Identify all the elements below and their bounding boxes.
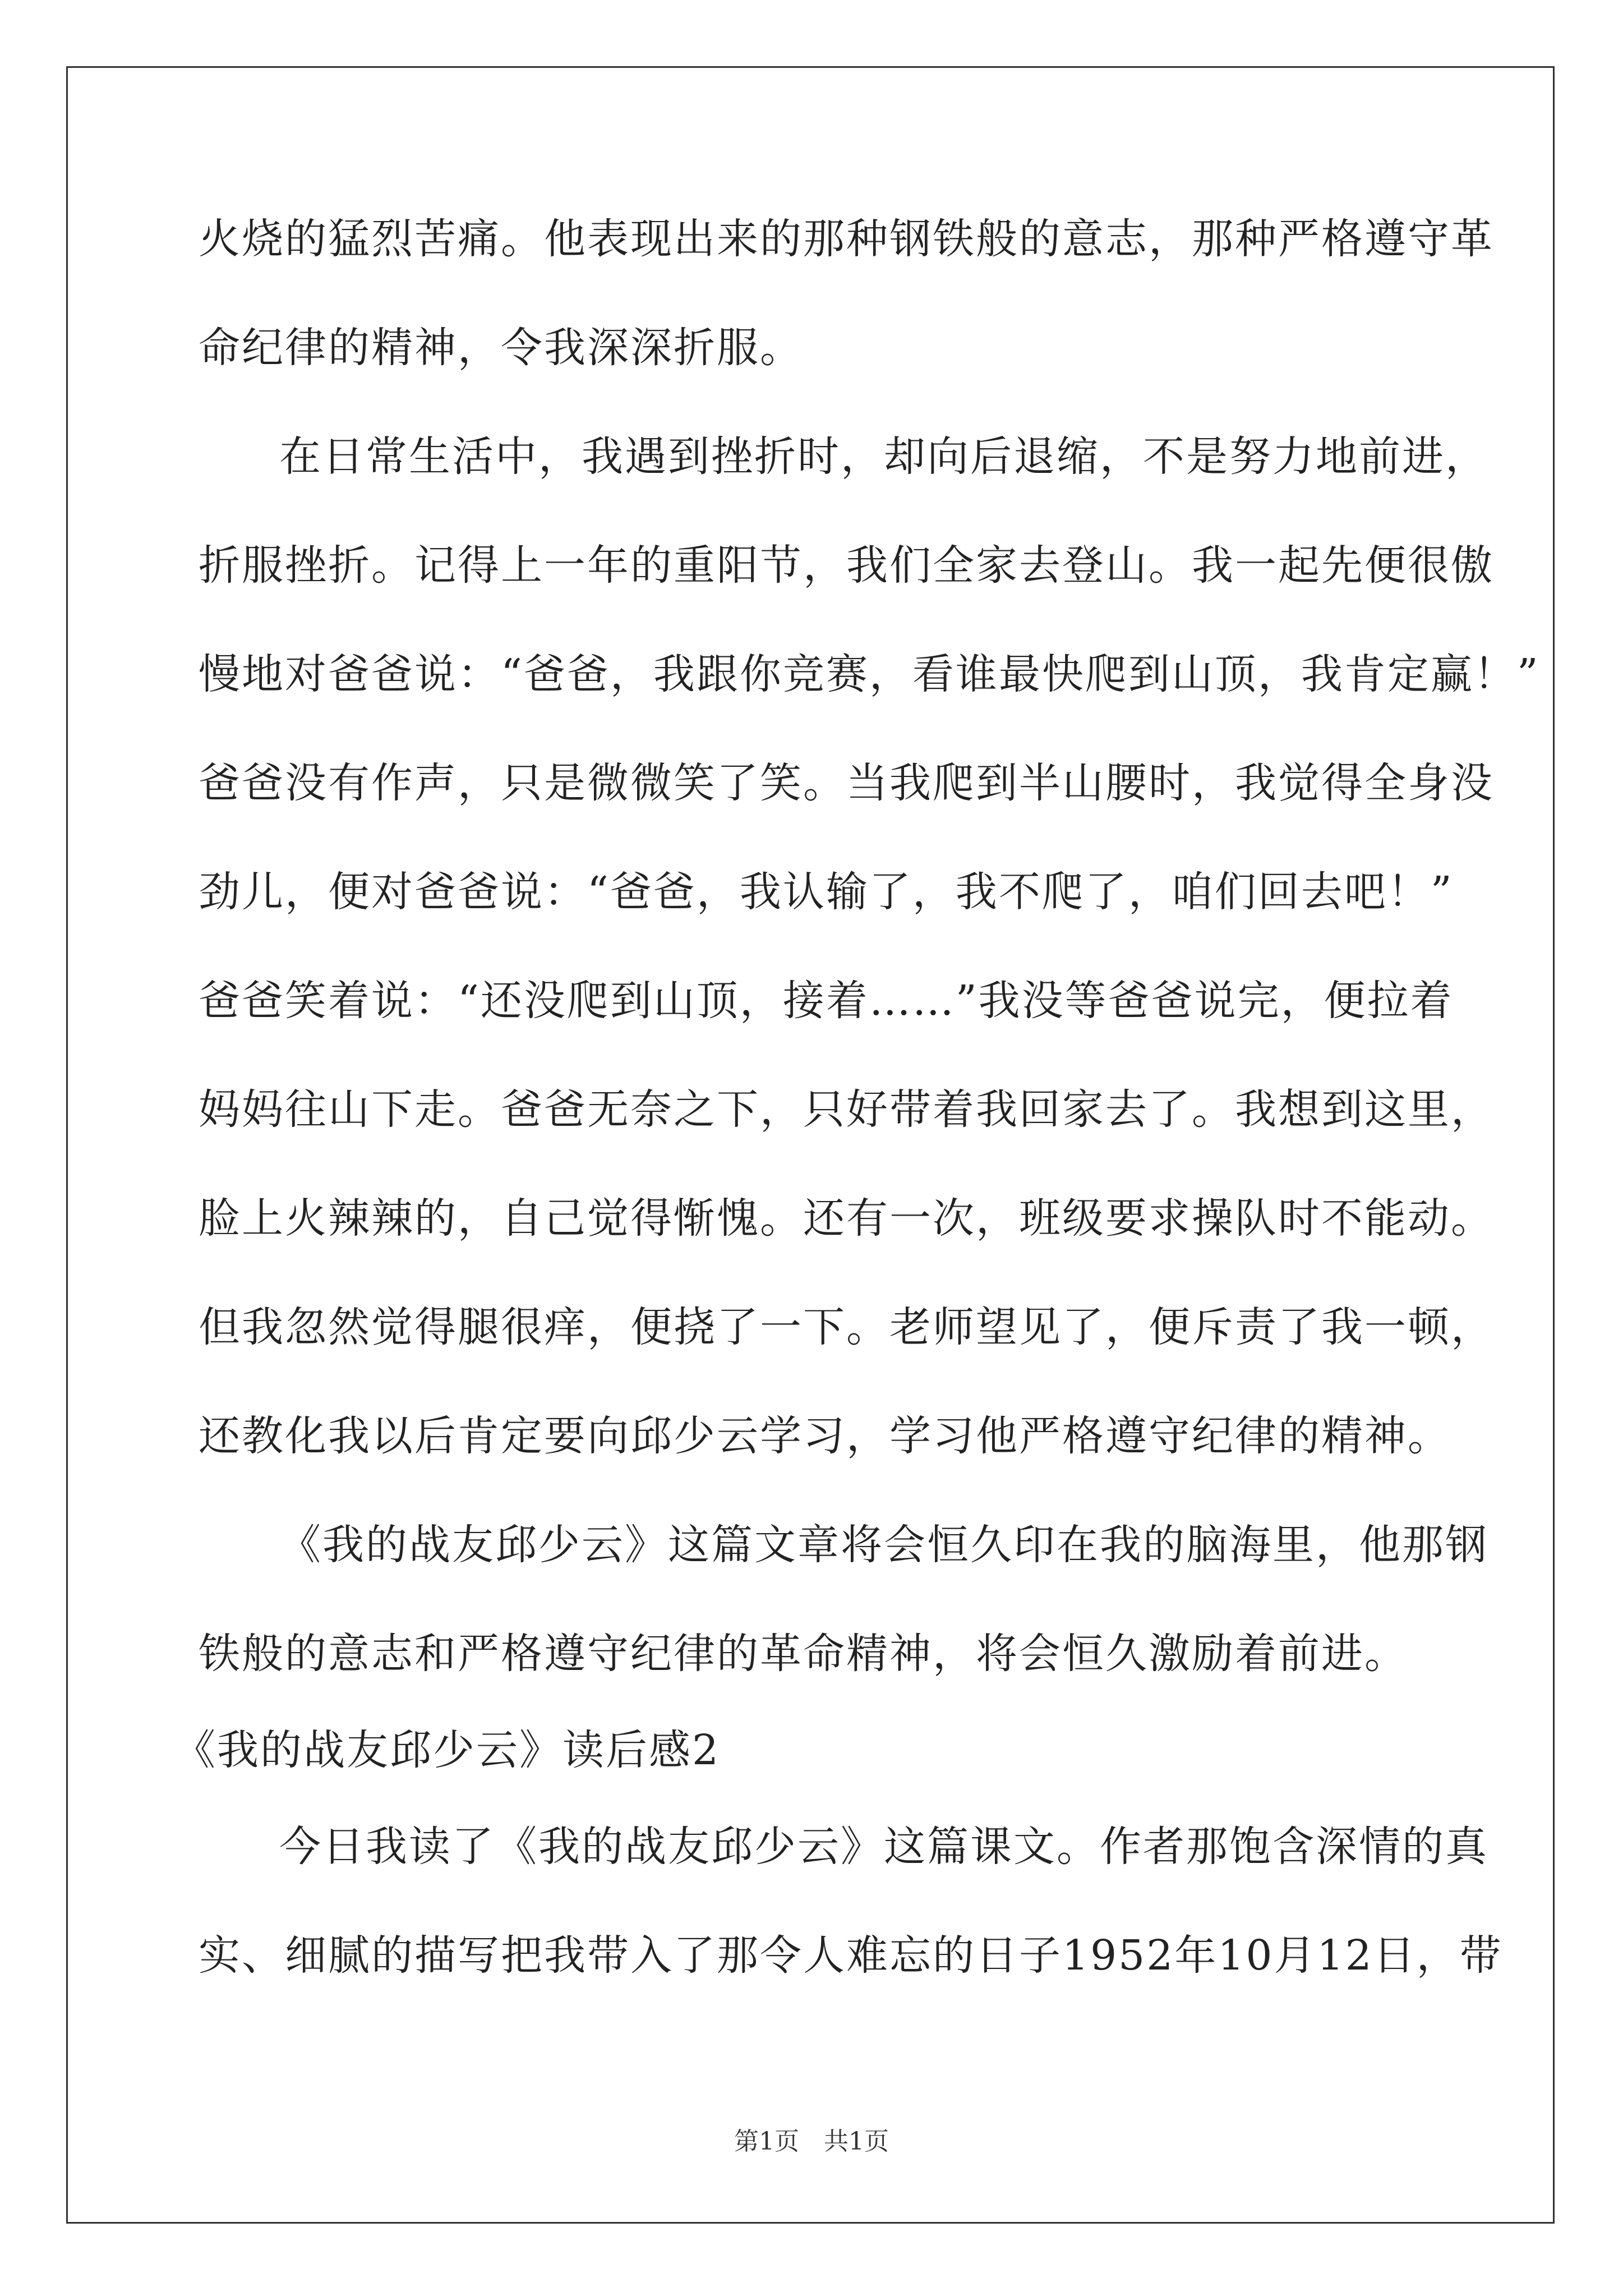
text-line: 爸爸没有作声，只是微微笑了笑。当我爬到半山腰时，我觉得全身没 — [199, 759, 1494, 807]
text-line: 爸爸笑着说：“还没爬到山顶，接着……”我没等爸爸说完，便拉着 — [199, 977, 1454, 1025]
page-footer: 第1页 共1页 — [734, 2127, 889, 2156]
text-line: 妈妈往山下走。爸爸无奈之下，只好带着我回家去了。我想到这里， — [199, 1085, 1494, 1134]
text-line: 火烧的猛烈苦痛。他表现出来的那种钢铁般的意志，那种严格遵守革 — [199, 215, 1494, 263]
text-line: 实、细腻的描写把我带入了那令人难忘的日子1952年10月12日，带 — [199, 1931, 1503, 1980]
text-line: 铁般的意志和严格遵守纪律的革命精神，将会恒久激励着前进。 — [199, 1630, 1408, 1678]
text-line: 但我忽然觉得腿很痒，便挠了一下。老师望见了，便斥责了我一顿， — [199, 1303, 1494, 1351]
text-line: 命纪律的精神，令我深深折服。 — [199, 324, 803, 372]
text-line: 折服挫折。记得上一年的重阳节，我们全家去登山。我一起先便很傲 — [199, 541, 1494, 590]
text-line: 今日我读了《我的战友邱少云》这篇课文。作者那饱含深情的真 — [279, 1823, 1488, 1871]
text-line: 慢地对爸爸说：“爸爸，我跟你竞赛，看谁最快爬到山顶，我肯定赢！” — [199, 650, 1540, 698]
page-frame — [66, 66, 1555, 2224]
section-heading: 《我的战友邱少云》读后感2 — [174, 1726, 721, 1774]
text-line: 脸上火辣辣的，自己觉得惭愧。还有一次，班级要求操队时不能动。 — [199, 1194, 1494, 1243]
text-line: 劲儿，便对爸爸说：“爸爸，我认输了，我不爬了，咱们回去吧！” — [199, 868, 1454, 916]
text-line: 还教化我以后肯定要向邱少云学习，学习他严格遵守纪律的精神。 — [199, 1412, 1451, 1460]
text-line: 在日常生活中，我遇到挫折时，却向后退缩，不是努力地前进， — [279, 432, 1488, 481]
text-line: 《我的战友邱少云》这篇文章将会恒久印在我的脑海里，他那钢 — [279, 1521, 1488, 1569]
